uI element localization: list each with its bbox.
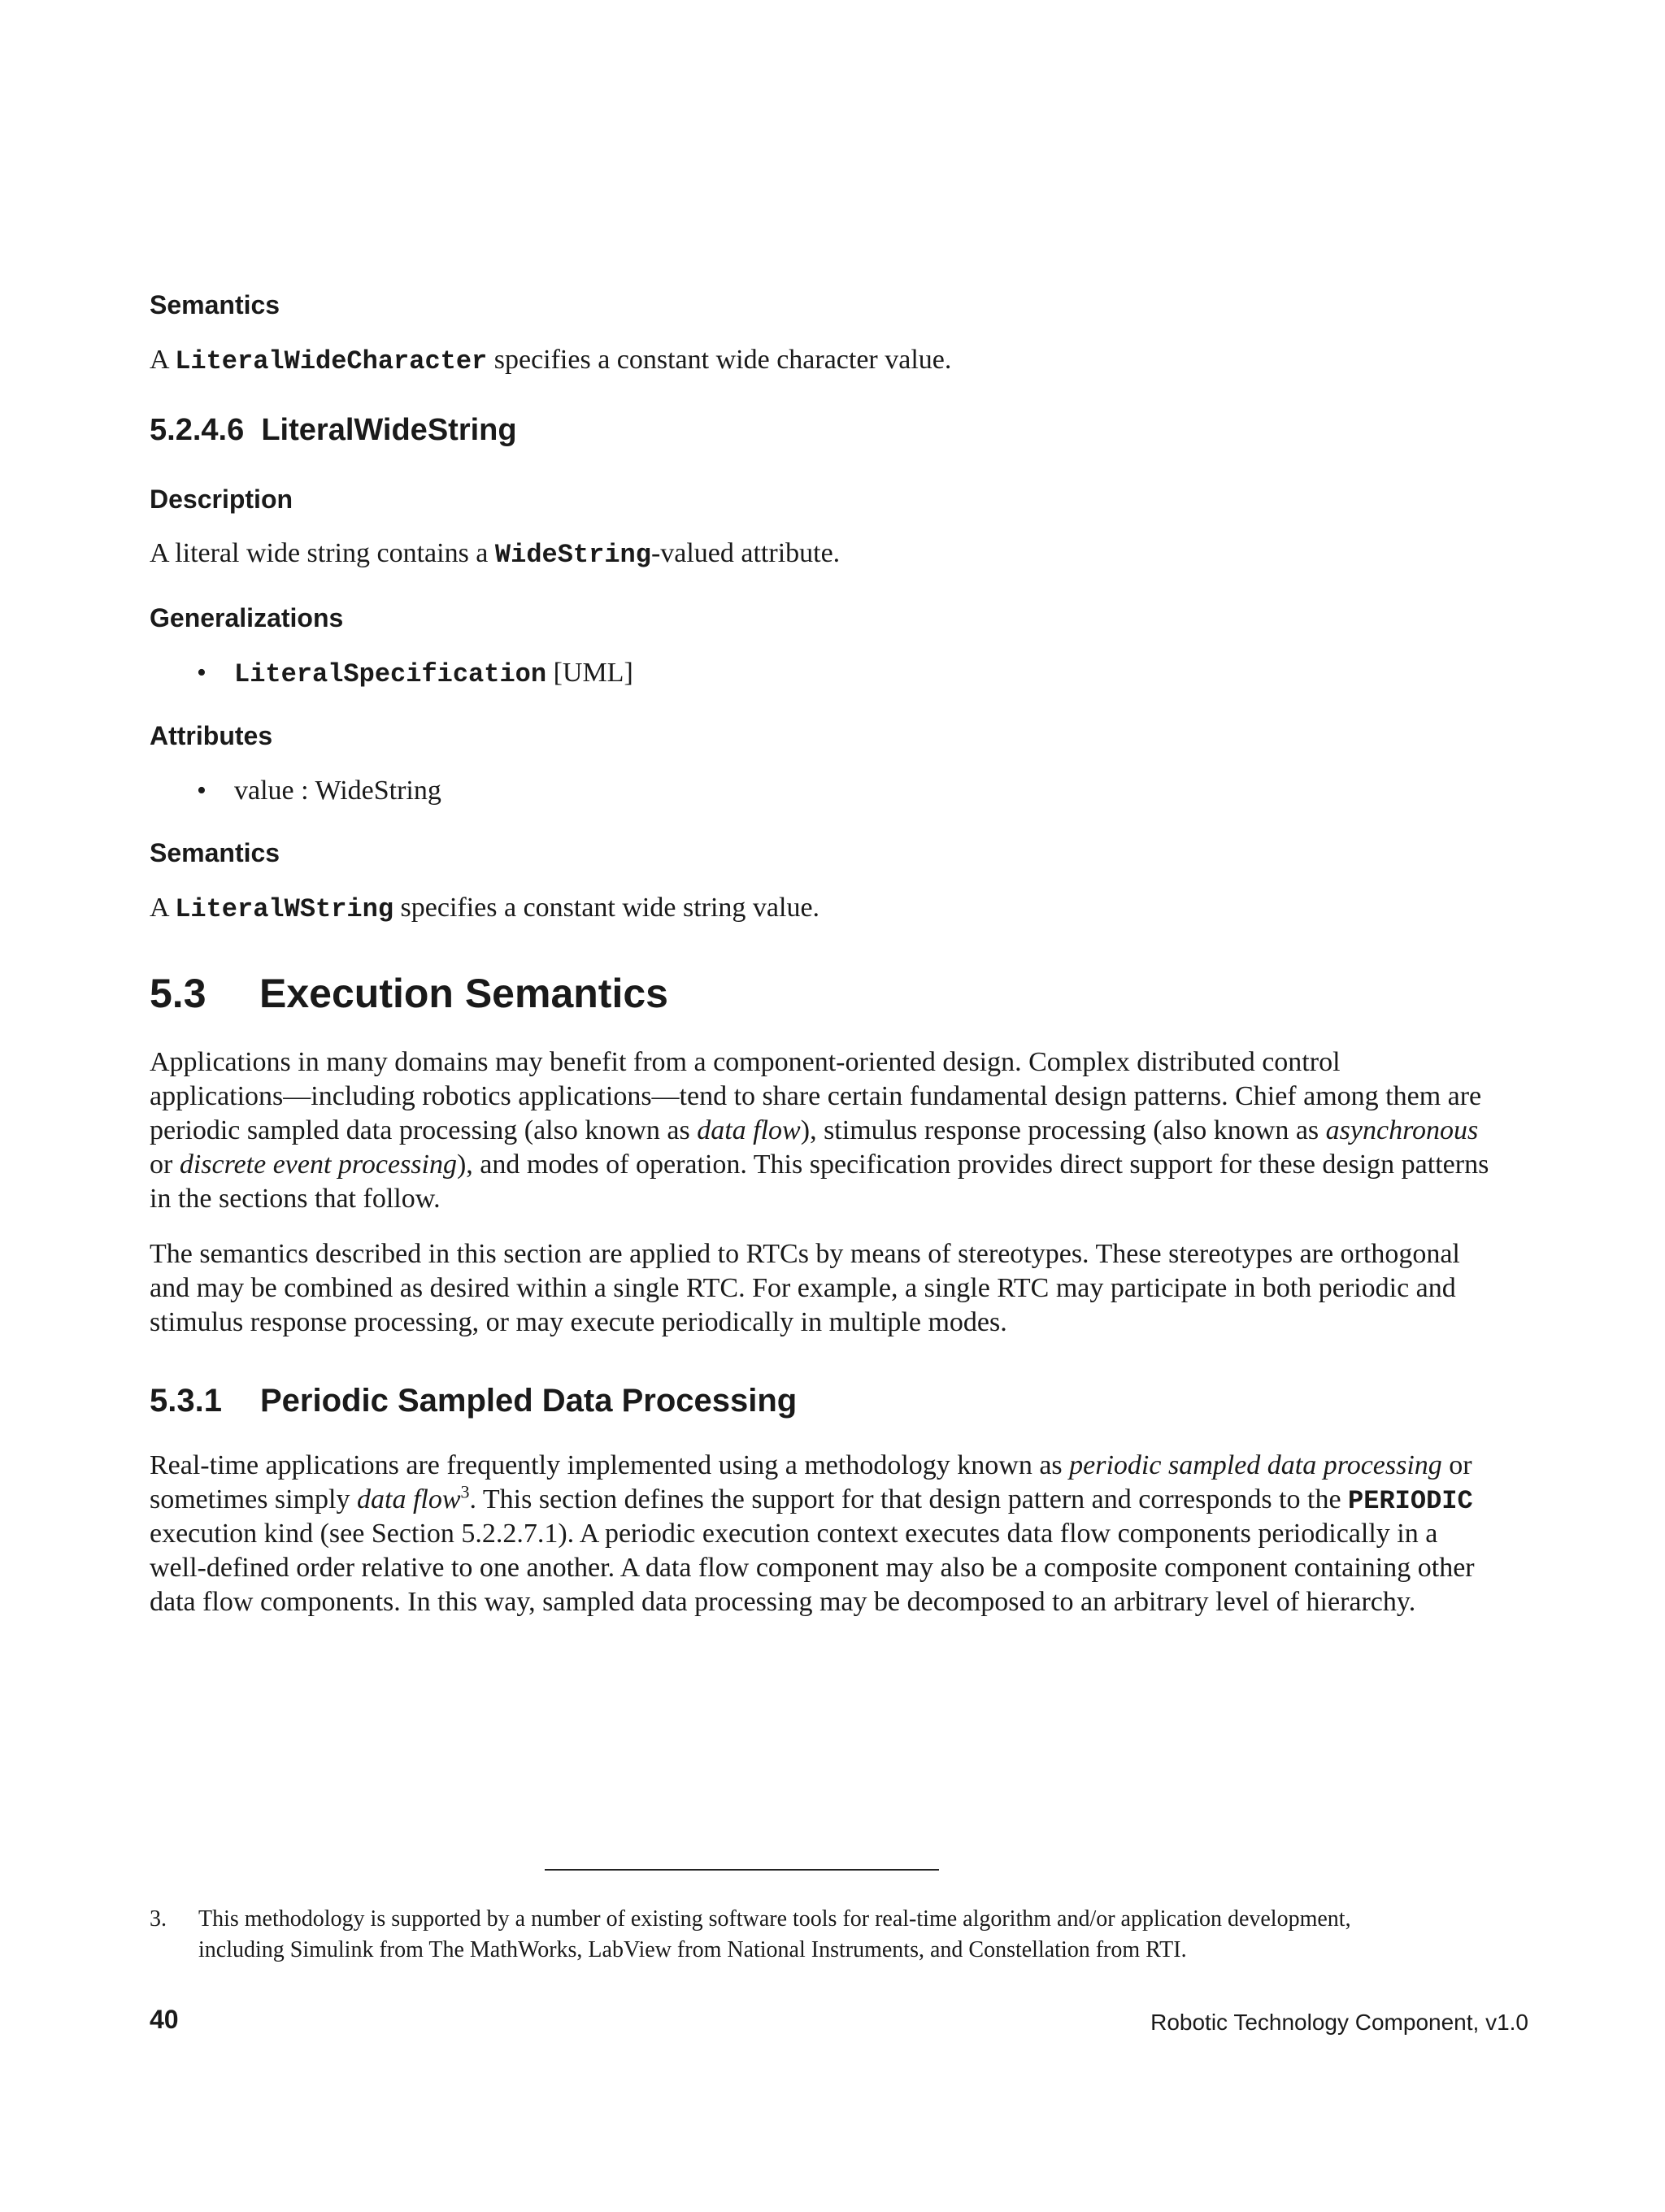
section-heading-5-2-4-6 bbox=[150, 411, 517, 449]
paragraph-execution-intro bbox=[150, 1045, 1532, 1216]
section-number: 5.3.1 bbox=[150, 1383, 222, 1419]
semantics-paragraph-2 bbox=[150, 891, 1532, 927]
footnote-rule bbox=[545, 1869, 939, 1871]
text-run: [UML] bbox=[546, 658, 633, 688]
text-line: execution kind (see Section 5.2.2.7.1). A periodic execution context executes data flow components periodically in a bbox=[150, 1519, 1438, 1549]
attribute-text: value : WideString bbox=[234, 776, 441, 806]
text-line: and may be combined as desired within a single RTC. For example, a single RTC may participate in both periodic and bbox=[150, 1273, 1456, 1303]
section-title: LiteralWideString bbox=[261, 413, 517, 447]
text-line: Real-time applications are frequently implemented using a methodology known as periodic sampled data processing or bbox=[150, 1450, 1472, 1480]
footnote-text bbox=[198, 1904, 1351, 1966]
section-heading-5-3 bbox=[150, 970, 668, 1017]
document-title-footer: Robotic Technology Component, v1.0 bbox=[1150, 2010, 1528, 2035]
paragraph-stereotypes bbox=[150, 1237, 1532, 1340]
text-run: A literal wide string contains a bbox=[150, 538, 495, 568]
description-heading: Description bbox=[150, 485, 293, 514]
section-heading-5-3-1 bbox=[150, 1382, 797, 1419]
text-run: A bbox=[150, 345, 176, 375]
page-number: 40 bbox=[150, 2005, 179, 2034]
section-number: 5.3 bbox=[150, 971, 206, 1016]
generalization-list-item bbox=[197, 656, 1172, 690]
text-line: stimulus response processing, or may execute periodically in multiple modes. bbox=[150, 1307, 1007, 1337]
text-line: data flow components. In this way, sampled data processing may be decomposed to an arbitrary level of hierarchy. bbox=[150, 1587, 1416, 1617]
text-line: or discrete event processing), and modes of operation. This specification provides direct support for these design patterns bbox=[150, 1149, 1489, 1180]
text-line: sometimes simply data flow$^3$. This section defines the support for that design pattern and corresponds to the PERIODIC bbox=[150, 1481, 1473, 1516]
semantics-heading: Semantics bbox=[150, 290, 280, 319]
semantics-heading-2: Semantics bbox=[150, 838, 280, 867]
semantics-paragraph bbox=[150, 343, 1532, 379]
code-periodic: PERIODIC bbox=[1348, 1486, 1473, 1516]
text-run: A bbox=[150, 893, 176, 923]
text-line: The semantics described in this section are applied to RTCs by means of stereotypes. These stereotypes are orthogonal bbox=[150, 1239, 1460, 1269]
bullet-icon: • bbox=[197, 776, 206, 806]
text-run: specifies a constant wide character value. bbox=[487, 345, 952, 375]
section-title: Execution Semantics bbox=[259, 971, 668, 1016]
text-line: periodic sampled data processing (also known as data flow), stimulus response processing (also known as asynchronous bbox=[150, 1115, 1479, 1145]
section-title: Periodic Sampled Data Processing bbox=[260, 1383, 798, 1419]
footnote-marker: 3. bbox=[150, 1906, 167, 1932]
text-line: This methodology is supported by a number of existing software tools for real-time algorithm and/or application development, bbox=[198, 1906, 1351, 1932]
bullet-icon: • bbox=[197, 658, 206, 688]
text-line: Applications in many domains may benefit from a component-oriented design. Complex distributed control bbox=[150, 1047, 1341, 1077]
code-widestring: WideString bbox=[494, 540, 651, 570]
text-line: well-defined order relative to one another. A data flow component may also be a composite component containing other bbox=[150, 1553, 1475, 1583]
text-run: -valued attribute. bbox=[650, 538, 841, 568]
attribute-list-item bbox=[197, 774, 1172, 808]
code-literal-wstring: LiteralWString bbox=[175, 894, 394, 924]
footnote-reference[interactable]: 3 bbox=[460, 1481, 470, 1502]
code-literal-wide-character: LiteralWideCharacter bbox=[175, 346, 488, 376]
text-line: including Simulink from The MathWorks, LabView from National Instruments, and Constellation from RTI. bbox=[198, 1937, 1187, 1962]
code-literal-specification: LiteralSpecification bbox=[234, 659, 547, 689]
text-line: applications—including robotics applications—tend to share certain fundamental design patterns. Chief among them are bbox=[150, 1081, 1482, 1111]
generalizations-heading: Generalizations bbox=[150, 603, 344, 632]
text-line: in the sections that follow. bbox=[150, 1184, 441, 1214]
description-paragraph bbox=[150, 537, 1532, 572]
text-run: specifies a constant wide string value. bbox=[393, 893, 820, 923]
paragraph-periodic-sampled bbox=[150, 1449, 1532, 1619]
attributes-heading: Attributes bbox=[150, 721, 273, 750]
section-number: 5.2.4.6 bbox=[150, 413, 245, 447]
